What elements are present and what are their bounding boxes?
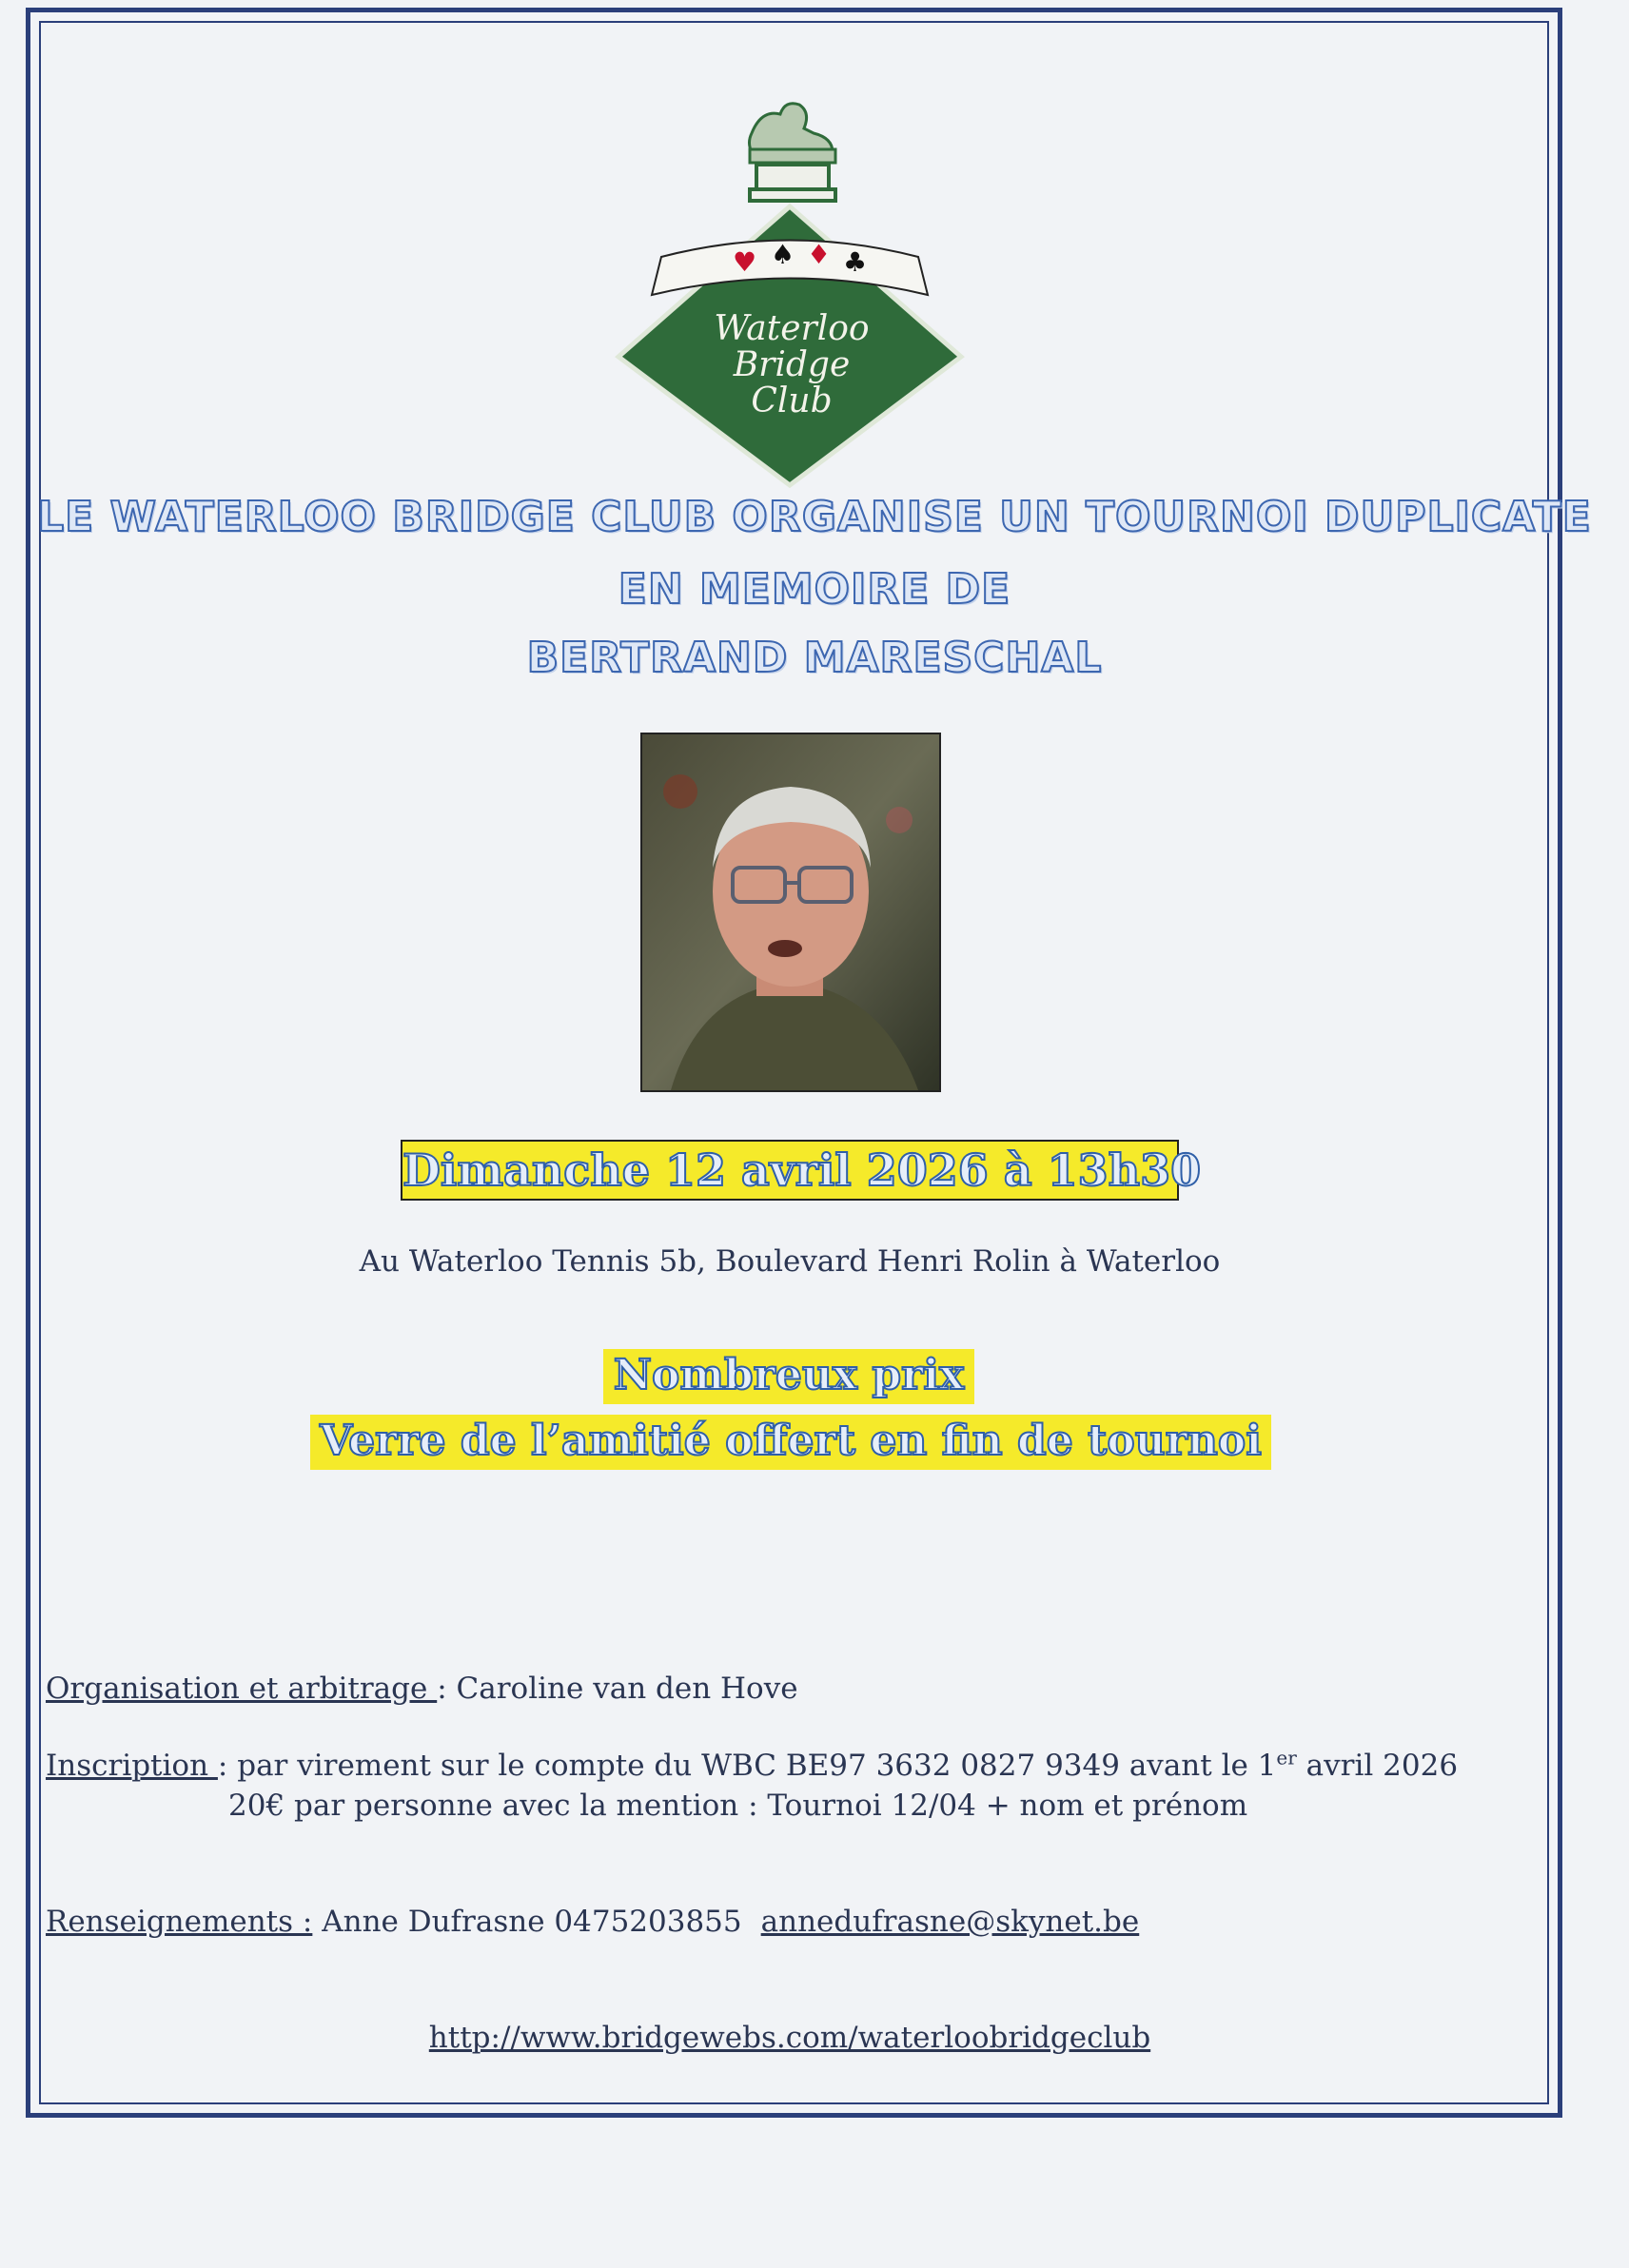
suit-club-icon: ♣ — [843, 246, 868, 278]
inscription-line — [46, 1746, 1459, 1783]
highlight-prizes: Nombreux prix — [603, 1349, 974, 1404]
suit-spade-icon: ♠ — [771, 239, 795, 270]
inscription-line-2: 20€ par personne avec la mention : Tournoi 12/04 + nom et prénom — [228, 1789, 1248, 1823]
logo-text-waterloo: Waterloo — [714, 309, 870, 348]
heading-line-1: LE WATERLOO BRIDGE CLUB ORGANISE UN TOURNOI DUPLICATE — [37, 493, 1592, 541]
lion-icon — [750, 104, 836, 163]
heading-line-2: EN MEMOIRE DE — [618, 565, 1011, 614]
renseignements-label: Renseignements : — [46, 1905, 313, 1939]
logo-text-bridge: Bridge — [733, 345, 851, 384]
inscription-label: Inscription — [46, 1749, 218, 1783]
organisation-label: Organisation et arbitrage — [46, 1672, 438, 1706]
organisation-value: : Caroline van den Hove — [437, 1672, 798, 1706]
heading-line-3: BERTRAND MARESCHAL — [526, 634, 1103, 682]
inscription-tail: avril 2026 — [1296, 1749, 1459, 1783]
waterloo-bridge-club-logo — [609, 90, 971, 490]
renseignements-value: Anne Dufrasne 0475203855 — [312, 1905, 742, 1939]
inscription-sup: er — [1276, 1746, 1297, 1769]
contact-email-link[interactable]: annedufrasne@skynet.be — [760, 1905, 1140, 1939]
club-website-link[interactable]: http://www.bridgewebs.com/waterloobridgeclub — [428, 2021, 1151, 2055]
inscription-value: : par virement sur le compte du WBC BE97 3632 0827 9349 avant le 1 — [217, 1749, 1277, 1783]
event-venue: Au Waterloo Tennis 5b, Boulevard Henri Rolin à Waterloo — [359, 1244, 1221, 1279]
suit-diamond-icon: ♦ — [807, 239, 832, 270]
organisation-line — [46, 1672, 798, 1706]
highlight-drink: Verre de l’amitié offert en fin de tournoi — [310, 1415, 1271, 1470]
portrait-photo — [640, 733, 941, 1092]
event-date-banner: Dimanche 12 avril 2026 à 13h30 — [401, 1140, 1179, 1201]
logo-text-club: Club — [751, 381, 833, 420]
suit-heart-icon: ♥ — [733, 246, 757, 278]
renseignements-line — [46, 1905, 1139, 1939]
